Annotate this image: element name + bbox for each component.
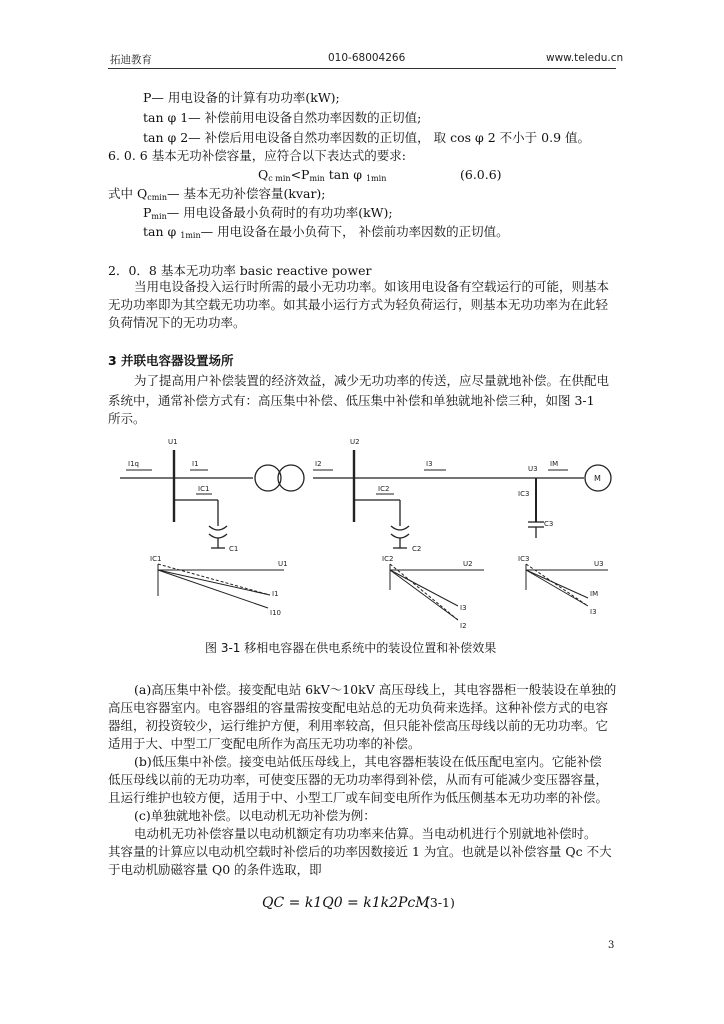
phasor-b-label-u: U2 [463,560,473,568]
def-p: P— 用电设备的计算有功功率(kW); [143,90,340,105]
phasor-c-i3-solid [526,570,588,606]
para-b-line2: 低压母线以前的无功功率，可使变压器的无功功率得到补偿，从而有可能减少变压器容量， [108,772,609,787]
eq-606-q: Q [258,167,269,182]
para-c-line1: (c)单独就地补偿。以电动机无功补偿为例： [134,808,376,823]
cap2-plates [391,526,409,538]
phasor-c-label-ic: IC3 [518,555,530,563]
label-i2: I2 [315,460,322,468]
para-d-line2: 其容量的计算应以电动机空载时补偿后的功率因数接近 1 为宜。也就是以补偿容量 Qc 不大 [108,844,612,859]
para-a-line2: 高压电容器室内。电容器组的容量需按变配电站总的无功负荷来选择。这种补偿方式的电容 [108,700,609,715]
s3-para-line1: 为了提高用户补偿装置的经济效益，减少无功功率的传送，应尽量就地补偿。在供配电 [134,373,610,388]
def-pmin-post: — 用电设备最小负荷时的有功功率(kW); [166,205,393,220]
eq-606-p-sub: min [309,174,325,183]
eq-606 [258,167,386,187]
def-qcmin-post: — 基本无功补偿容量(kvar); [167,186,326,201]
phasor-a-i10 [158,570,268,608]
def-qcmin-pre: 式中 Q [108,186,148,201]
label-u2: U2 [350,438,360,446]
label-ic1: IC1 [198,485,210,493]
def-tanmin-post: — 用电设备在最小负荷下， 补偿前功率因数的正切值。 [200,224,509,239]
header-left: 拓迪教育 [110,54,152,66]
label-ic2: IC2 [378,485,390,493]
def-pmin [143,205,393,225]
page-number: 3 [608,940,615,951]
s3-heading: 3 并联电容器设置场所 [108,353,234,368]
label-c3: C3 [544,520,554,528]
transformer-coil-left [255,465,281,491]
equation-3-1-number: (3-1) [425,895,455,910]
header-phone: 010-68004266 [328,52,406,64]
s208-para-line1: 当用电设备投入运行时所需的最小无功功率。如该用电设备有空载运行的可能，则基本 [134,279,610,294]
label-i1q: I1q [128,460,139,468]
eq-606-number: (6.0.6) [460,167,502,182]
eq-606-tan: tan φ [324,167,366,182]
label-c2: C2 [412,545,422,553]
label-c1: C1 [229,545,239,553]
figure-3-1 [108,430,618,635]
s3-para-line3: 所示。 [108,411,146,426]
label-i1: I1 [192,460,199,468]
phasor-a-label-u: U1 [278,560,288,568]
phasor-b-i2-solid [390,570,458,620]
def-tan1: tan φ 1— 补偿前用电设备自然功率因数的正切值; [143,110,422,125]
phasor-b-i2 [390,564,458,620]
phasor-b-label-i3: I3 [460,604,467,612]
def-qcmin-sub: cmin [147,193,168,202]
phasor-a-label-ic: IC1 [150,555,162,563]
s208-para-line2: 无功功率即为其空载无功功率。如其最小运行方式为轻负荷运行，则基本无功功率为在此轻 [108,297,609,312]
def-pmin-sub: min [151,212,167,221]
header-website: www.teledu.cn [546,52,624,64]
para-a-line1: (a)高压集中补偿。接变配电站 6kV～10kV 高压母线上，其电容器柜一般装设在单独的 [134,682,617,697]
label-im: IM [550,460,559,468]
phasor-c-label-u: U3 [594,560,604,568]
eq-606-mid: <P [290,167,310,182]
phasor-c-label-i3: I3 [590,608,597,616]
para-b-line1: (b)低压集中补偿。接变电站低压母线上，其电容器柜装设在低压配电室内。它能补偿 [134,754,602,769]
def-tanmin-sub: 1min [180,231,201,240]
label-u3: U3 [528,465,538,473]
eq-606-q-sub: c min [268,174,291,183]
phasor-a-label-i1: I1 [272,590,279,598]
def-qcmin [108,186,326,206]
def-tan2: tan φ 2— 补偿后用电设备自然功率因数的正切值， 取 cos φ 2 不小于 0.9 值。 [143,130,590,145]
para-a-line3: 器组，初投资较少，运行维护方便，利用率较高，但只能补偿高压母线以前的无功功率。它 [108,718,609,733]
s606-heading: 6. 0. 6 基本无功补偿容量，应符合以下表达式的要求: [108,148,406,163]
s3-para-line2: 系统中，通常补偿方式有：高压集中补偿、低压集中补偿和单独就地补偿三种，如图 3-1 [108,393,595,408]
phasor-c-im [526,570,588,598]
phasor-c-label-im: IM [590,590,599,598]
def-tanmin-pre: tan φ [143,224,181,239]
para-a-line4: 适用于大、中型工厂变配电所作为高压无功功率的补偿。 [108,736,421,751]
para-d-line1: 电动机无功补偿容量以电动机额定有功功率来估算。当电动机进行个别就地补偿时。 [134,826,597,841]
para-d-line3: 于电动机励磁容量 Q0 的条件选取，即 [108,862,322,877]
label-ic3: IC3 [518,490,530,498]
phasor-b-label-ic: IC2 [382,555,394,563]
s208-heading: 2．0．8 基本无功功率 basic reactive power [108,263,372,278]
phasor-a-i1-solid [158,570,270,595]
label-m: M [594,474,601,483]
def-tanmin [143,224,509,244]
cap1-plates [209,526,227,538]
eq-606-tan-sub: 1min [365,174,387,183]
header-rule [108,68,616,69]
figure-caption: 图 3-1 移相电容器在供电系统中的装设位置和补偿效果 [205,641,497,655]
equation-3-1: QC = k1Q0 = k1k2PcM [262,895,430,911]
phasor-a-i1 [158,564,270,595]
phasor-b-i3 [390,570,458,606]
phasor-b-label-i2: I2 [460,622,467,630]
para-b-line3: 且运行维护也较方便，适用于中、小型工厂或车间变电所作为低压侧基本无功功率的补偿。 [108,790,609,805]
def-pmin-pre: P [143,205,152,220]
label-i3: I3 [426,460,433,468]
phasor-a-label-i10: I10 [270,609,281,617]
transformer-coil-right [278,465,304,491]
s208-para-line3: 负荷情况下的无功功率。 [108,315,246,330]
label-u1: U1 [168,438,178,446]
